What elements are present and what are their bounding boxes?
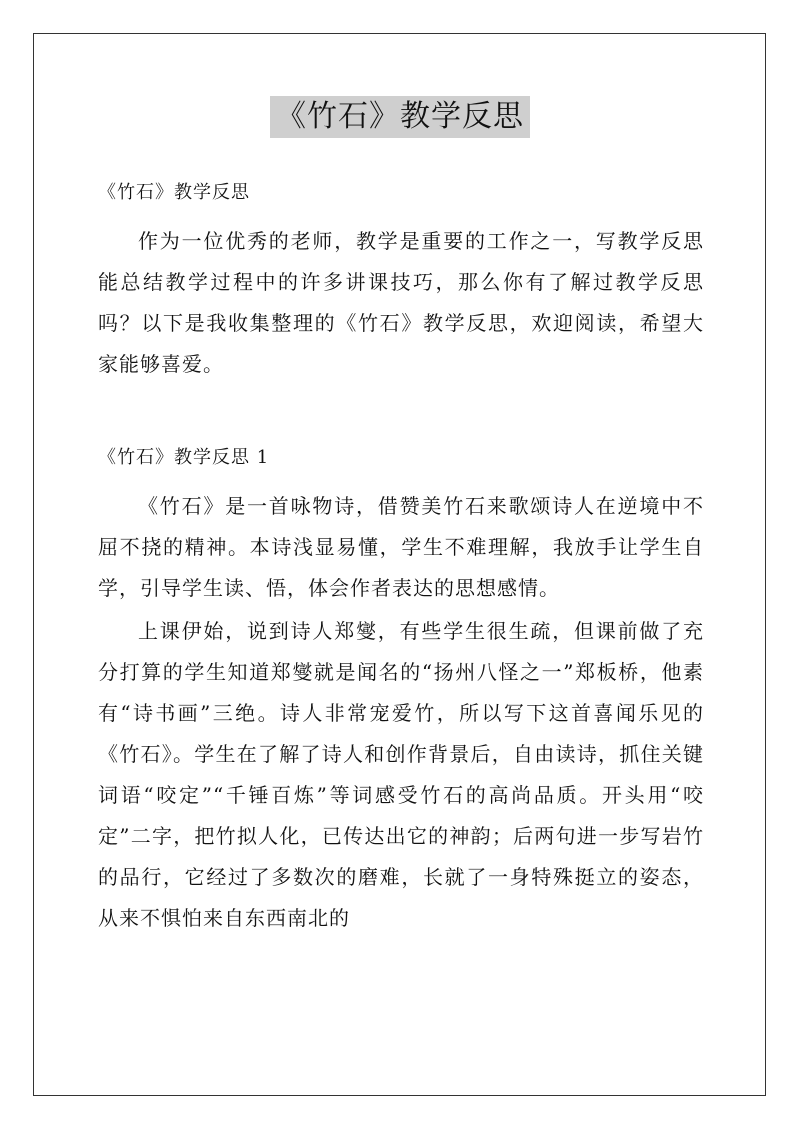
document-title: 《竹石》教学反思 xyxy=(270,96,530,138)
section-paragraph: 上课伊始，说到诗人郑燮，有些学生很生疏，但课前做了充分打算的学生知道郑燮就是闻名的“扬州八怪之一”郑板桥，他素有“诗书画”三绝。诗人非常宠爱竹，所以写下这首喜闻乐见的《竹石》。学生在了解了诗人和创作背景后，自由读诗，抓住关键词语“咬定”“千锤百炼”等词感受竹石的高尚品质。开头用“咬定”二字，把竹拟人化，已传达出它的神韵；后两句进一步写岩竹的品行，它经过了多数次的磨难，长就了一身特殊挺立的姿态，从来不惧怕来自东西南北的 xyxy=(98,619,704,930)
section-heading: 《竹石》教学反思 1 xyxy=(98,447,270,468)
document-body xyxy=(98,172,704,941)
section-paragraph: 《竹石》是一首咏物诗，借赞美竹石来歌颂诗人在逆境中不屈不挠的精神。本诗浅显易懂，学生不难理解，我放手让学生自学，引导学生读、悟，体会作者表达的思想感情。 xyxy=(98,494,704,600)
intro-paragraph: 作为一位优秀的老师，教学是重要的工作之一，写教学反思能总结教学过程中的许多讲课技巧，那么你有了解过教学反思吗？以下是我收集整理的《竹石》教学反思，欢迎阅读，希望大家能够喜爱。 xyxy=(98,229,704,376)
intro-heading: 《竹石》教学反思 xyxy=(98,182,250,203)
title-container xyxy=(0,96,800,138)
